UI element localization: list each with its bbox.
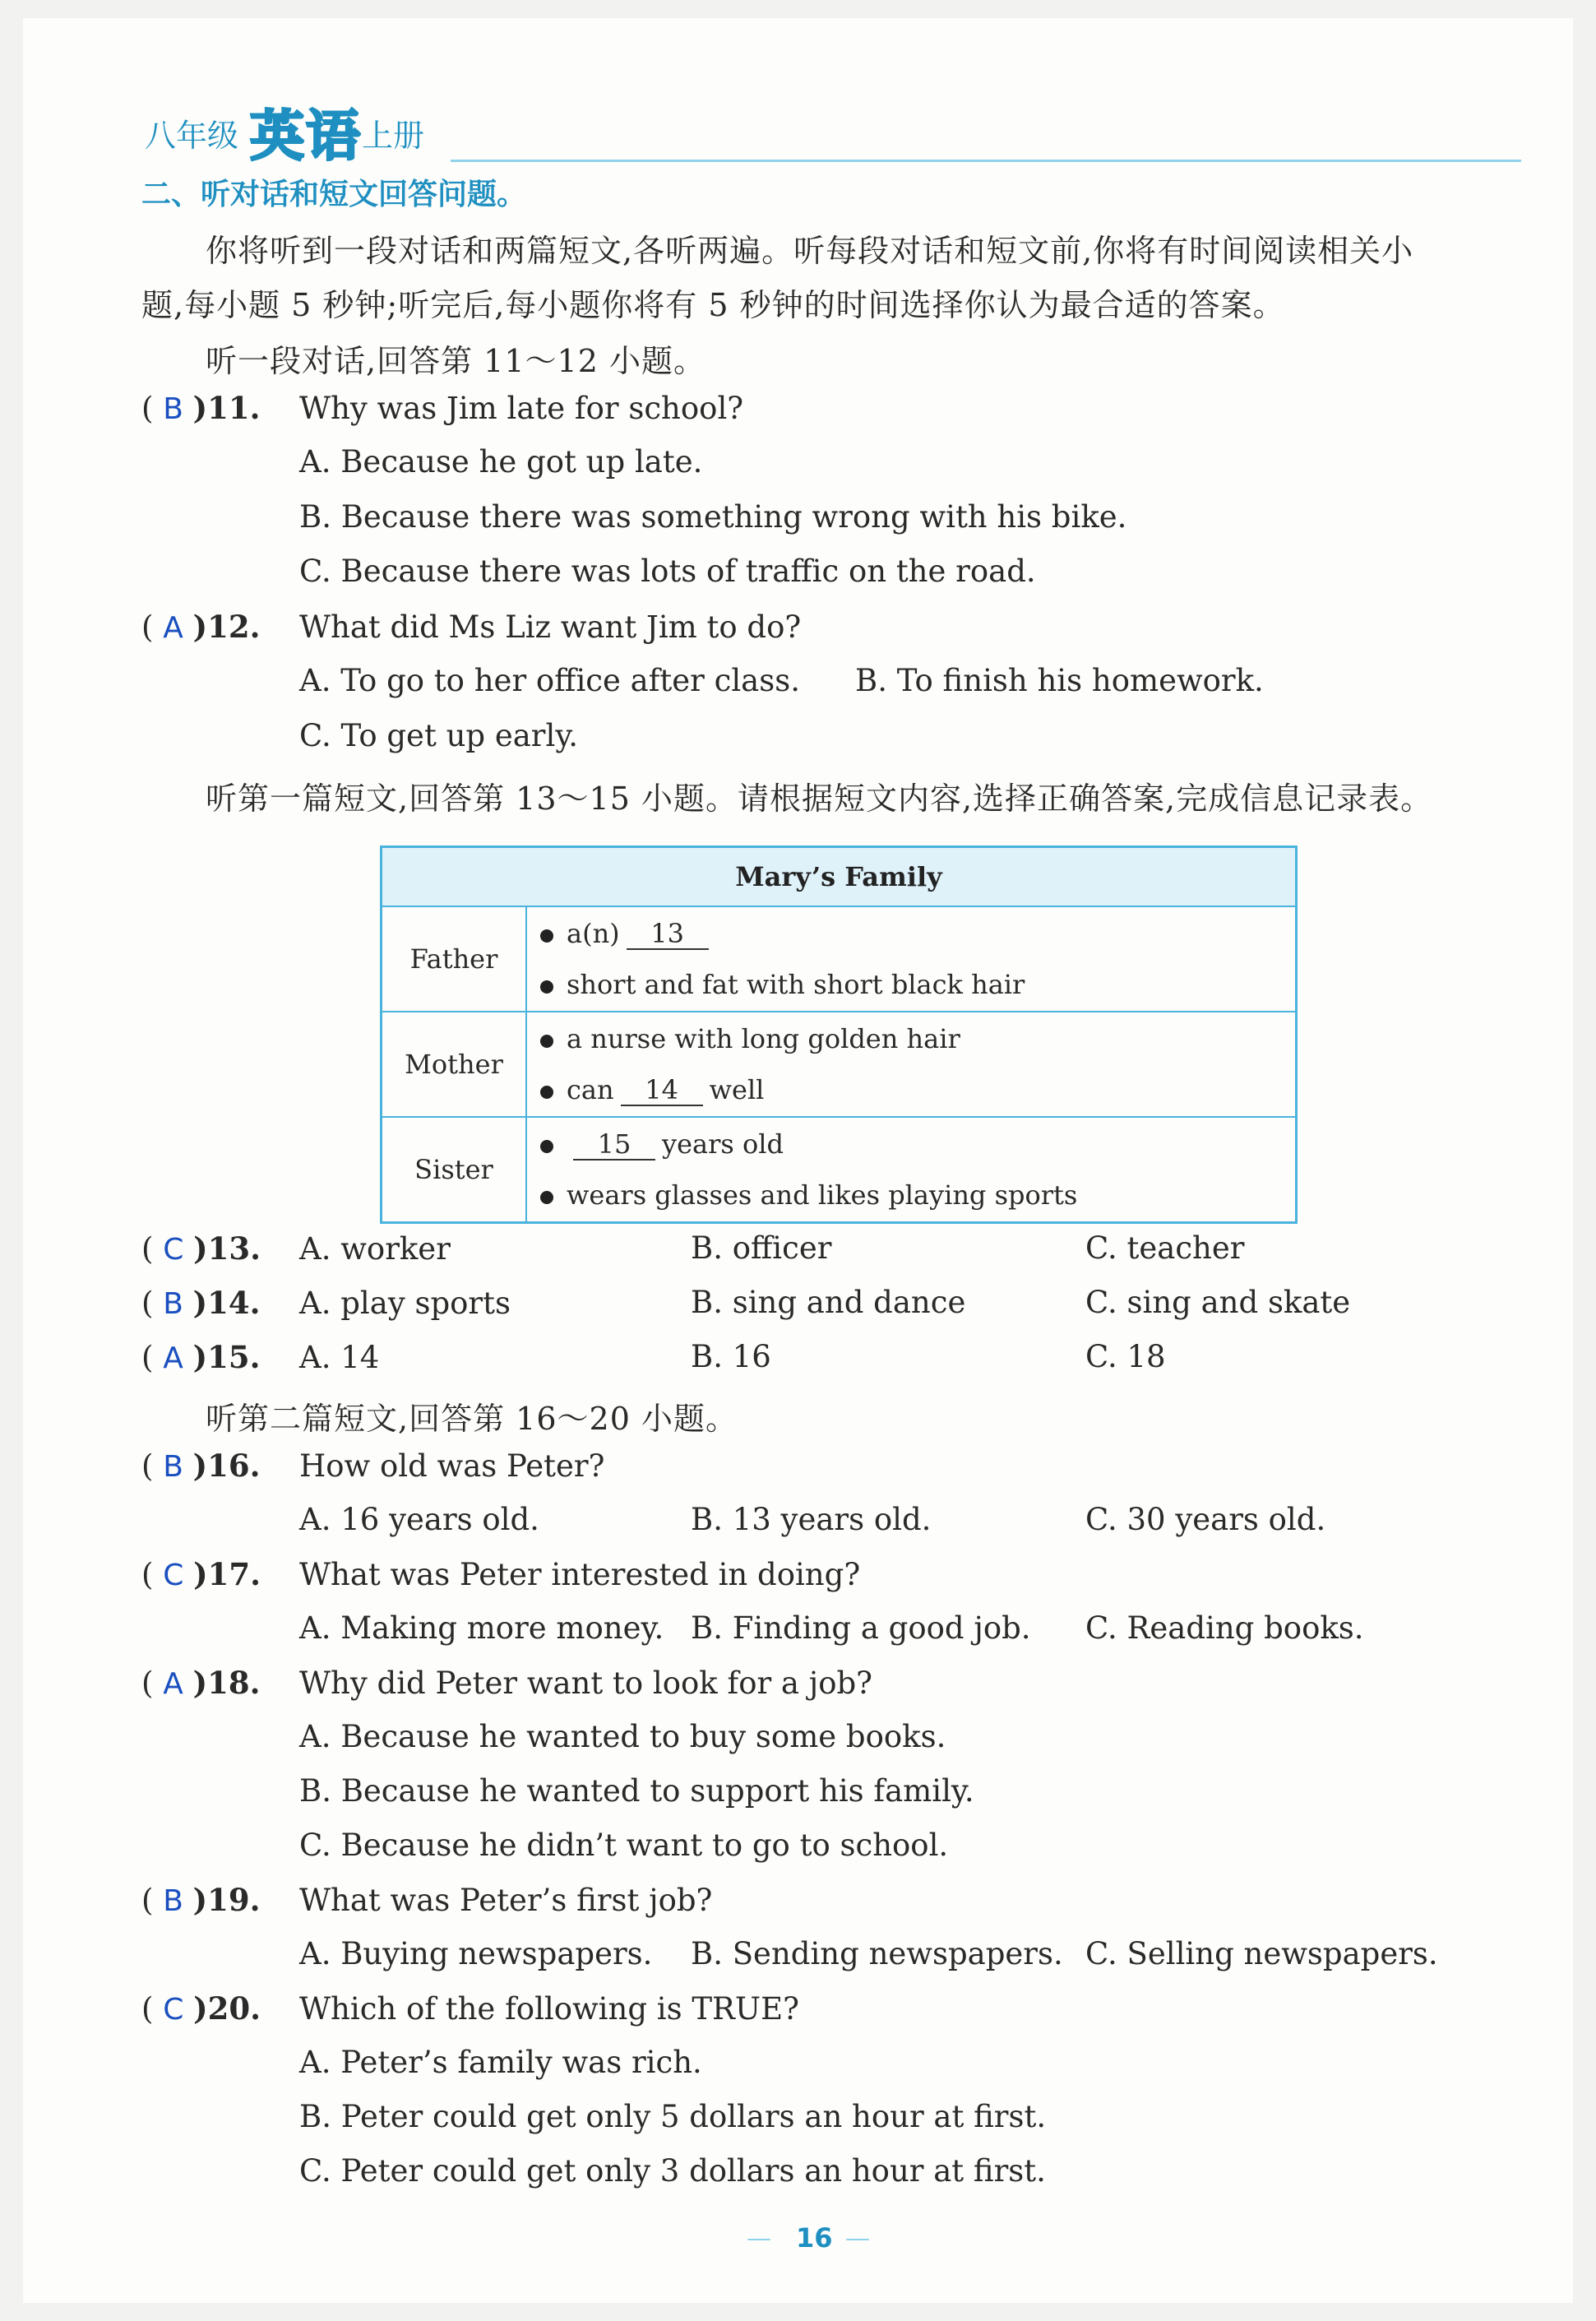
question-19: ( B )19. What was Peter’s first job? <box>141 1882 713 1918</box>
table-row-father: Father a(n) 13 short and fat with short black hair <box>382 906 1297 1012</box>
option-19a: A. Buying newspapers. <box>299 1936 653 1971</box>
option-12c: C. To get up early. <box>299 718 579 753</box>
bullet-icon <box>540 1140 553 1153</box>
bullet-icon <box>540 980 553 994</box>
question-12-text: What did Ms Liz want Jim to do? <box>299 609 802 645</box>
part1-intro: 听一段对话,回答第 11～12 小题。 <box>206 343 705 379</box>
question-16: ( B )16. How old was Peter? <box>141 1448 605 1484</box>
option-20b: B. Peter could get only 5 dollars an hour at first. <box>299 2099 1047 2134</box>
answer-16: B <box>163 1450 183 1484</box>
bullet-icon <box>540 1086 553 1099</box>
option-13c: C. teacher <box>1085 1230 1245 1266</box>
bullet-icon <box>540 1191 553 1204</box>
table-row-mother: Mother a nurse with long golden hair can 14 well <box>382 1012 1297 1117</box>
blank-13: 13 <box>627 919 709 950</box>
answer-14: B <box>163 1287 183 1321</box>
volume-label: 上册 <box>362 118 425 154</box>
part2-intro: 听第一篇短文,回答第 13～15 小题。请根据短文内容,选择正确答案,完成信息记录表。 <box>206 781 1433 817</box>
option-16c: C. 30 years old. <box>1085 1502 1326 1537</box>
option-18c: C. Because he didn’t want to go to school. <box>299 1828 949 1863</box>
question-18: ( A )18. Why did Peter want to look for a job? <box>141 1665 873 1701</box>
option-17c: C. Reading books. <box>1085 1610 1364 1646</box>
option-17a: A. Making more money. <box>299 1610 664 1646</box>
option-11a: A. Because he got up late. <box>299 444 703 479</box>
instructions-line-1: 你将听到一段对话和两篇短文,各听两遍。听每段对话和短文前,你将有时间阅读相关小 <box>206 233 1414 269</box>
blank-15: 15 <box>573 1129 655 1160</box>
question-15: ( A )15. A. 14 <box>141 1339 380 1375</box>
question-11: ( B )11. Why was Jim late for school? <box>141 390 744 426</box>
bullet-icon <box>540 1035 553 1048</box>
table-row-sister: Sister 15 years old wears glasses and likes playing sports <box>382 1117 1297 1223</box>
option-16a: A. 16 years old. <box>299 1502 539 1537</box>
option-12b: B. To finish his homework. <box>855 663 1264 698</box>
blank-14: 14 <box>621 1075 703 1106</box>
option-11b: B. Because there was something wrong with his bike. <box>299 499 1127 535</box>
part3-intro: 听第二篇短文,回答第 16～20 小题。 <box>206 1401 738 1437</box>
option-20c: C. Peter could get only 3 dollars an hour at first. <box>299 2153 1046 2189</box>
option-16b: B. 13 years old. <box>691 1502 932 1537</box>
workbook-page <box>23 18 1573 2303</box>
subject-title: 英语 <box>250 104 362 168</box>
option-18a: A. Because he wanted to buy some books. <box>299 1719 946 1754</box>
answer-15: A <box>163 1341 183 1375</box>
answer-11: B <box>163 392 183 426</box>
table-title: Mary’s Family <box>382 847 1297 907</box>
option-15c: C. 18 <box>1085 1339 1166 1374</box>
question-13: ( C )13. A. worker <box>141 1230 451 1267</box>
option-15b: B. 16 <box>691 1339 771 1374</box>
answer-13: C <box>163 1233 184 1267</box>
role-father: Father <box>382 906 527 1012</box>
question-14: ( B )14. A. play sports <box>141 1285 511 1321</box>
bullet-icon <box>540 929 553 943</box>
option-19c: C. Selling newspapers. <box>1085 1936 1438 1971</box>
question-12: ( A )12. What did Ms Liz want Jim to do? <box>141 609 802 645</box>
option-18b: B. Because he wanted to support his family. <box>299 1773 974 1809</box>
grade-label: 八年级 <box>145 118 239 154</box>
option-13b: B. officer <box>691 1230 832 1266</box>
option-20a: A. Peter’s family was rich. <box>299 2045 702 2080</box>
option-14b: B. sing and dance <box>691 1285 966 1320</box>
info-record-table <box>380 845 1298 1224</box>
option-17b: B. Finding a good job. <box>691 1610 1031 1646</box>
header-rule <box>451 160 1521 162</box>
question-20: ( C )20. Which of the following is TRUE? <box>141 1990 799 2027</box>
footer-dash-right: — <box>845 2224 870 2253</box>
answer-20: C <box>163 1993 184 2027</box>
answer-18: A <box>163 1667 183 1701</box>
answer-12: A <box>163 611 183 645</box>
question-17: ( C )17. What was Peter interested in doing? <box>141 1556 861 1592</box>
section-title: 二、听对话和短文回答问题。 <box>141 178 527 211</box>
question-11-text: Why was Jim late for school? <box>299 391 744 426</box>
role-mother: Mother <box>382 1012 527 1117</box>
instructions-line-2: 题,每小题 5 秒钟;听完后,每小题你将有 5 秒钟的时间选择你认为最合适的答案。 <box>141 287 1285 323</box>
footer-dash-left: — <box>747 2224 771 2253</box>
option-14c: C. sing and skate <box>1085 1285 1351 1320</box>
option-19b: B. Sending newspapers. <box>691 1936 1063 1971</box>
role-sister: Sister <box>382 1117 527 1223</box>
option-12a: A. To go to her office after class. <box>299 663 800 698</box>
answer-17: C <box>163 1559 184 1592</box>
page-number: 16 <box>796 2222 833 2254</box>
option-11c: C. Because there was lots of traffic on the road. <box>299 554 1036 589</box>
answer-19: B <box>163 1884 183 1918</box>
